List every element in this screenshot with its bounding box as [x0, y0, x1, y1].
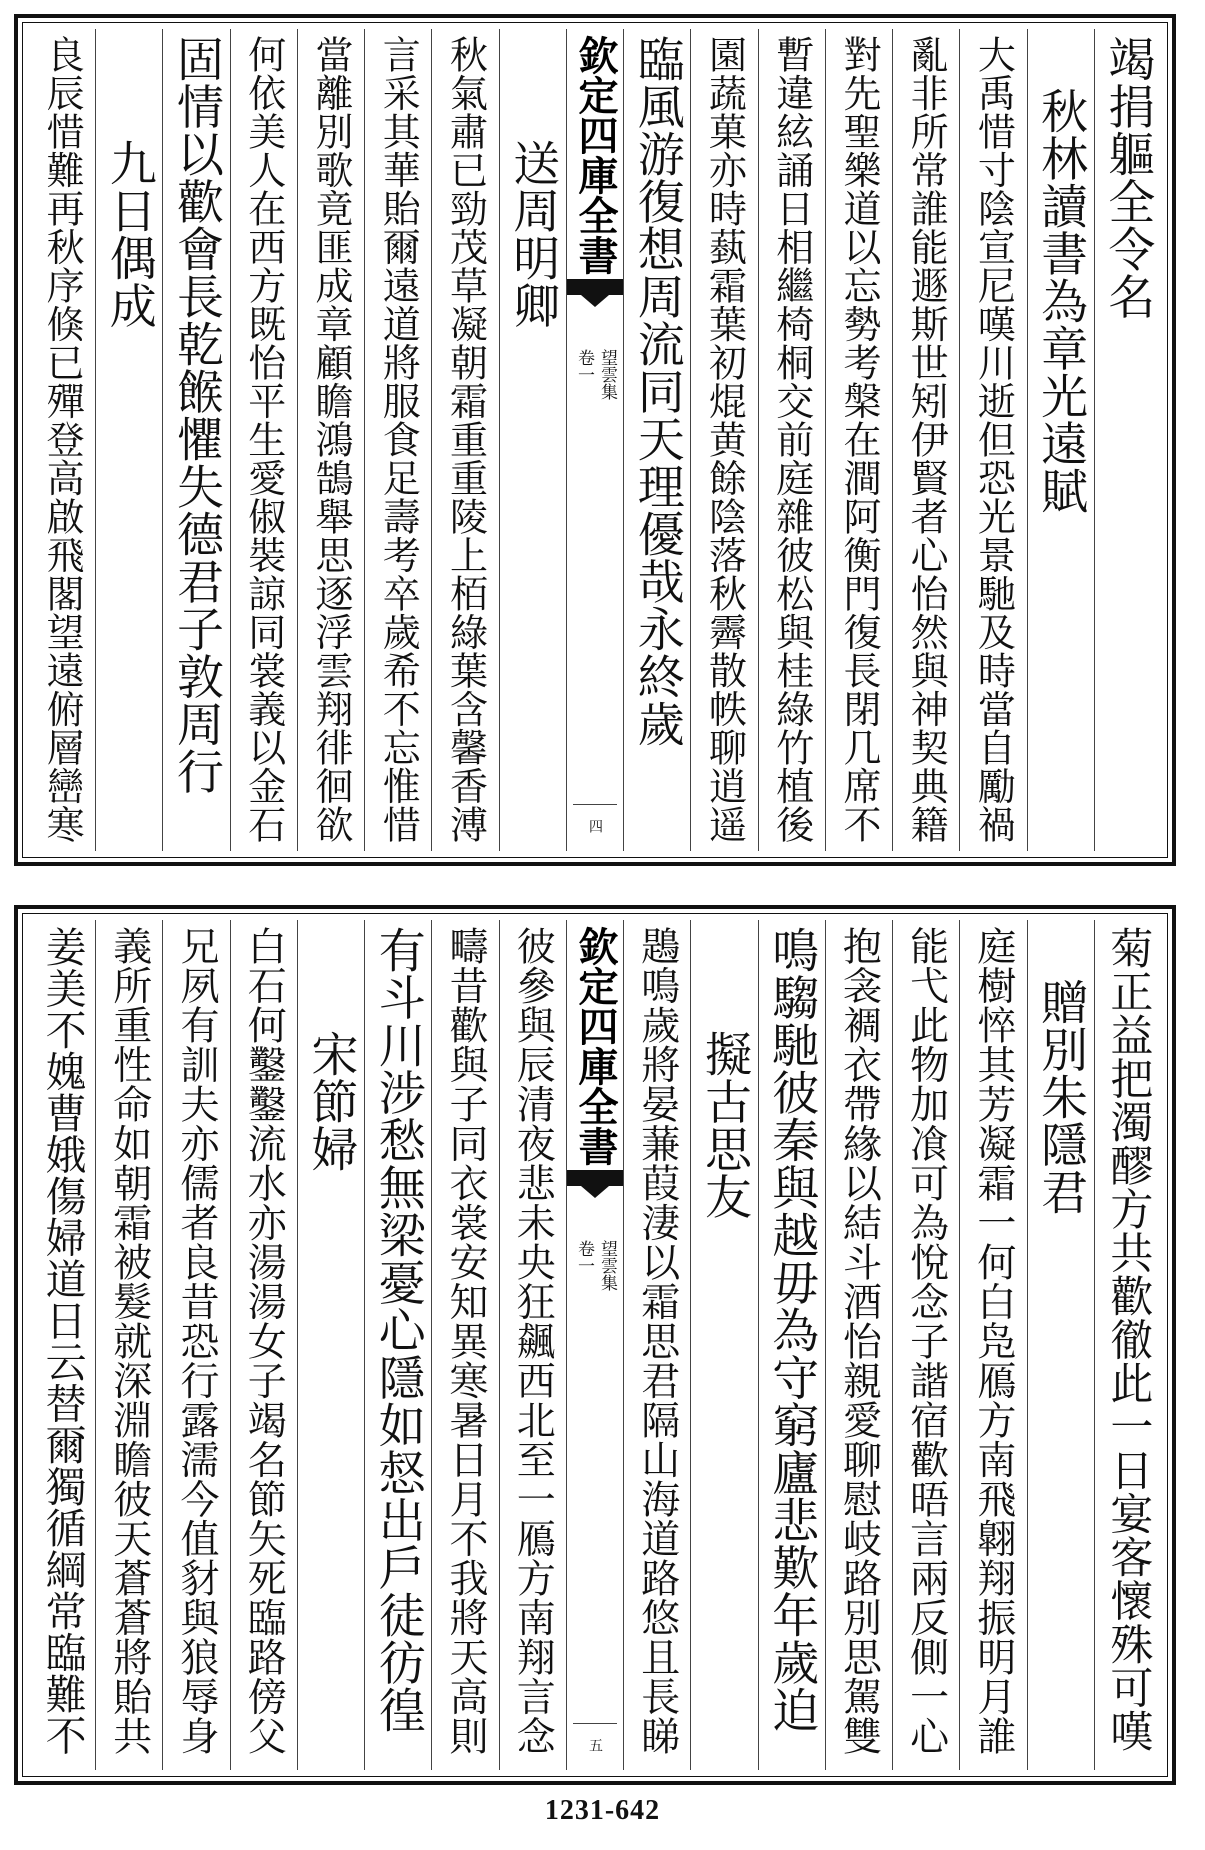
banner-divider: [573, 804, 617, 805]
text-column: [623, 29, 690, 851]
center-banner: [566, 29, 623, 851]
column-text: 能弋此物加飡可為悅念子諧宿歡晤言兩反側一心: [903, 926, 949, 1756]
heading-column: [297, 920, 364, 1770]
column-text: 言采其華貽爾遠道將服食足壽考卒歲希不忘惟惜: [376, 35, 421, 844]
text-column: [297, 29, 364, 851]
bottom-column-grid: [29, 920, 1161, 1770]
column-text: 園蔬菓亦時蓺霜葉初焜黄餘陰落秋霽散帙聊逍遥: [702, 35, 747, 844]
column-text: 兄夙有訓夫亦儒者良昔恐行露濡今值豺與狼辱身: [174, 926, 220, 1756]
column-text: 彼參與辰清夜悲未央狂飆西北至一鴈方南翔言念: [510, 926, 556, 1756]
banner-divider: [573, 1723, 617, 1724]
column-text: 對先聖樂道以忘勢考槃在澗阿衡門復長閉几席不: [836, 35, 881, 844]
column-text: 固情以歡會長乾餱懼失德君子敦周行: [169, 35, 225, 795]
banner-subtitle: [575, 1240, 615, 1291]
leaf-number: 五: [586, 1738, 603, 1752]
banner-title: 欽定四庫全書: [571, 926, 619, 1166]
text-column: [95, 920, 162, 1770]
volume-label: 卷一: [573, 1240, 594, 1274]
poem-title: 送周明卿: [505, 139, 561, 329]
top-column-grid: [29, 29, 1161, 851]
collection-name: 望雲集: [596, 1240, 617, 1291]
leaf-number: 四: [586, 819, 603, 833]
text-column: [690, 29, 757, 851]
text-column: [1094, 29, 1161, 851]
text-column: [431, 29, 498, 851]
heading-column: [1027, 29, 1094, 851]
text-column: [162, 29, 229, 851]
fish-tail-mark-icon: [567, 279, 623, 309]
column-text: 良辰惜難再秋序倏已殫登高啟飛閣望遠俯層巒寒: [40, 35, 85, 844]
text-column: [29, 920, 95, 1770]
column-text: 暫違絃誦日相繼椅桐交前庭雜彼松與桂綠竹植後: [769, 35, 814, 844]
page-number: 1231-642: [544, 1795, 661, 1826]
column-text: 菊正益把濁醪方共歡徹此一日宴客懷殊可嘆: [1103, 926, 1154, 1753]
poem-title: 秋林讀書為章光遠賦: [1033, 87, 1089, 515]
text-column: [758, 920, 825, 1770]
text-column: [499, 920, 566, 1770]
text-column: [825, 29, 892, 851]
text-column: [825, 920, 892, 1770]
text-column: [1094, 920, 1161, 1770]
heading-column: [95, 29, 162, 851]
text-column: [959, 920, 1026, 1770]
column-text: 庭樹悴其芳凝霜一何白凫鴈方南飛翺翔振明月誰: [970, 926, 1016, 1756]
heading-column: [1027, 920, 1094, 1770]
text-column: [892, 29, 959, 851]
column-text: 大禹惜寸陰宣尼嘆川逝但恐光景馳及時當自勵禍: [971, 35, 1016, 844]
poem-title: 宋節婦: [303, 1030, 359, 1173]
column-text: 鳴騶馳彼秦與越毋為守窮廬悲歎年歲迫: [764, 926, 820, 1734]
column-text: 何依美人在西方既怡平生愛俶裝諒同裳義以金石: [241, 35, 286, 844]
column-text: 抱衾裯衣帶緣以結斗酒怡親愛聊慰岐路別思駕雙: [836, 926, 882, 1756]
text-column: [623, 920, 690, 1770]
text-column: [29, 29, 95, 851]
column-text: 臨風游復想周流同天理優哉永終歲: [629, 35, 685, 748]
collection-name: 望雲集: [596, 349, 617, 400]
column-text: 秋氣肅已勁茂草凝朝霜重重陵上栢綠葉含馨香溥: [443, 35, 488, 844]
top-page-panel: [14, 14, 1176, 866]
heading-column: [690, 920, 757, 1770]
heading-column: [499, 29, 566, 851]
column-text: 亂非所常誰能遯斯世矧伊賢者心怡然與神契典籍: [904, 35, 949, 844]
text-column: [892, 920, 959, 1770]
poem-title: 擬古思友: [696, 1030, 752, 1220]
text-column: [758, 29, 825, 851]
text-column: [230, 29, 297, 851]
text-column: [959, 29, 1026, 851]
banner-subtitle: [575, 349, 615, 400]
volume-label: 卷一: [573, 349, 594, 383]
column-text: 白石何鑿鑿流水亦湯湯女子竭名節矢死臨路傍父: [241, 926, 287, 1756]
column-text: 竭捐軀全令名: [1100, 35, 1156, 320]
poem-title: 贈別朱隱君: [1033, 978, 1089, 1216]
column-text: 鶗鳴歲將晏蒹葭淒以霜思君隔山海道路悠且長睇: [634, 926, 680, 1756]
text-column: [364, 29, 431, 851]
column-text: 疇昔歡與子同衣裳安知異寒暑日月不我將天高則: [442, 926, 488, 1756]
column-text: 有斗川涉愁無梁憂心隱如惄出戶徒彷徨: [370, 926, 426, 1734]
column-text: 當離別歌竟匪成章顧瞻鴻鵠舉思逐浮雲翔徘徊欲: [309, 35, 353, 844]
fish-tail-mark-icon: [567, 1170, 623, 1200]
bottom-page-panel: [14, 905, 1176, 1785]
center-banner: [566, 920, 623, 1770]
text-column: [162, 920, 229, 1770]
text-column: [364, 920, 431, 1770]
column-text: 義所重性命如朝霜被髮就深淵瞻彼天蒼蒼將貽共: [106, 926, 152, 1756]
banner-title: 欽定四庫全書: [571, 35, 619, 275]
text-column: [431, 920, 498, 1770]
column-text: 姜美不媿曹娥傷婦道日云替爾獨循綱常臨難不: [38, 926, 87, 1756]
poem-title: 九日偶成: [101, 139, 157, 329]
text-column: [230, 920, 297, 1770]
